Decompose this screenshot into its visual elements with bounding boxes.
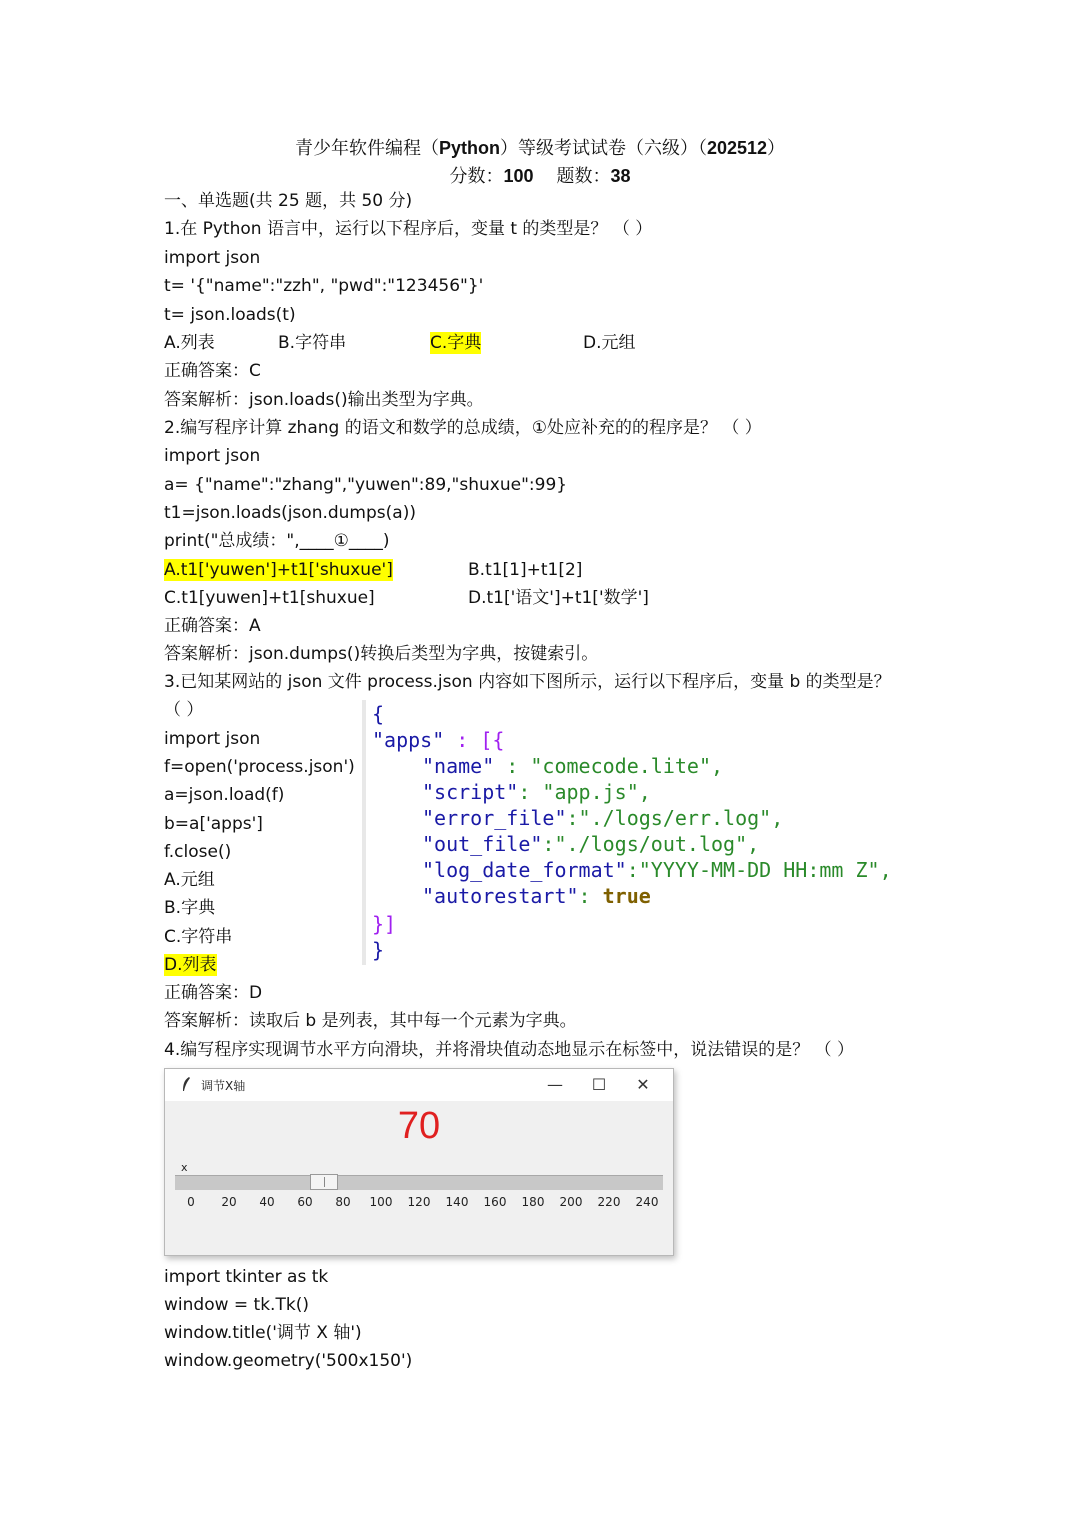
json-code-image	[362, 700, 906, 965]
q3-code-line: f.close()	[164, 842, 232, 862]
q1-explanation: 答案解析：json.loads()输出类型为字典。	[164, 390, 484, 410]
q2-question: 2.编写程序计算 zhang 的语文和数学的总成绩，①处应补充的的程序是？ （ ）	[164, 418, 762, 438]
q3-option-d-correct: D.列表	[164, 955, 217, 975]
q1-option-b: B.字符串	[278, 333, 347, 353]
q1-code-line: t= '{"name":"zzh", "pwd":"123456"}'	[164, 276, 484, 296]
exam-meta: 分数：100 题数：38	[449, 166, 631, 187]
q3-code-line: f=open('process.json')	[164, 757, 355, 777]
scale-tick-label: 160	[483, 1195, 507, 1209]
scale-tick-label: 0	[187, 1195, 195, 1209]
q1-answer: 正确答案：C	[164, 361, 261, 381]
scale-tick-label: 220	[597, 1195, 621, 1209]
tk-window-screenshot	[164, 1068, 674, 1256]
q4-code-line: window = tk.Tk()	[164, 1295, 309, 1315]
value-label: 70	[397, 1105, 441, 1147]
maximize-button[interactable]: ☐	[591, 1075, 607, 1094]
q2-explanation: 答案解析：json.dumps()转换后类型为字典，按键索引。	[164, 644, 599, 664]
q2-code-line: import json	[164, 446, 261, 466]
json-line: }	[372, 938, 385, 962]
q3-question: 3.已知某网站的 json 文件 process.json 内容如下图所示，运行以下程序后，变量 b 的类型是？	[164, 672, 891, 692]
scale-tick-label: 140	[445, 1195, 469, 1209]
json-line: "out_file":"./logs/out.log",	[422, 832, 760, 856]
feather-icon	[181, 1076, 191, 1092]
scale-tick-label: 40	[259, 1195, 275, 1209]
q2-code-line: a= {"name":"zhang","yuwen":89,"shuxue":99}	[164, 475, 568, 495]
scale-tick-label: 120	[407, 1195, 431, 1209]
q2-answer: 正确答案：A	[164, 616, 261, 636]
q2-code-line: print("总成绩：",____①____)	[164, 531, 390, 551]
json-line: "autorestart": true	[422, 884, 651, 908]
json-line: "name" : "comecode.lite",	[422, 754, 724, 778]
json-line: "error_file":"./logs/err.log",	[422, 806, 784, 830]
minimize-button[interactable]: —	[547, 1075, 563, 1094]
q1-option-a: A.列表	[164, 333, 215, 353]
scale-tick-label: 20	[221, 1195, 237, 1209]
scale-label: x	[181, 1161, 188, 1174]
q1-code-line: t= json.loads(t)	[164, 305, 296, 325]
scale-tick-label: 180	[521, 1195, 545, 1209]
close-button[interactable]: ✕	[636, 1075, 650, 1094]
q2-option-a-correct: A.t1['yuwen']+t1['shuxue']	[164, 560, 393, 580]
scale-thumb[interactable]	[310, 1174, 338, 1190]
json-line: {	[372, 702, 385, 726]
scale-tick-label: 60	[297, 1195, 313, 1209]
scale-tick-label: 80	[335, 1195, 351, 1209]
q3-code-line: b=a['apps']	[164, 814, 263, 834]
q2-option-d: D.t1['语文']+t1['数学']	[468, 588, 649, 608]
scale-tick-label: 200	[559, 1195, 583, 1209]
q1-question: 1.在 Python 语言中，运行以下程序后，变量 t 的类型是？ （ ）	[164, 219, 653, 239]
q2-option-b: B.t1[1]+t1[2]	[468, 560, 583, 580]
q3-option-c: C.字符串	[164, 927, 233, 947]
q3-answer: 正确答案：D	[164, 983, 263, 1003]
section-heading: 一、单选题(共 25 题，共 50 分)	[164, 191, 413, 211]
exam-title: 青少年软件编程（Python）等级考试试卷（六级）（202512）	[294, 138, 786, 159]
window-title: 调节X轴	[201, 1079, 246, 1093]
q3-code-line: a=json.load(f)	[164, 785, 285, 805]
scale-tick-label: 240	[635, 1195, 659, 1209]
q4-code-line: window.geometry('500x150')	[164, 1351, 413, 1371]
q4-code-line: import tkinter as tk	[164, 1267, 329, 1287]
q1-option-d: D.元组	[583, 333, 636, 353]
q2-code-line: t1=json.loads(json.dumps(a))	[164, 503, 416, 523]
q4-code-line: window.title('调节 X 轴')	[164, 1323, 362, 1343]
json-line: }]	[372, 912, 397, 936]
json-line: "apps" : [{	[372, 728, 505, 752]
q3-option-a: A.元组	[164, 870, 215, 890]
q3-paren: （ ）	[164, 700, 204, 720]
json-line: "log_date_format":"YYYY-MM-DD HH:mm Z",	[422, 858, 892, 882]
json-line: "script": "app.js",	[422, 780, 651, 804]
window-titlebar	[165, 1069, 673, 1101]
scale-trough[interactable]	[175, 1175, 663, 1190]
scale-tick-label: 100	[369, 1195, 393, 1209]
q3-option-b: B.字典	[164, 898, 216, 918]
q4-question: 4.编写程序实现调节水平方向滑块，并将滑块值动态地显示在标签中，说法错误的是？ （ ）	[164, 1040, 855, 1060]
q1-code-line: import json	[164, 248, 261, 268]
q3-explanation: 答案解析：读取后 b 是列表，其中每一个元素为字典。	[164, 1011, 577, 1031]
q1-option-c-correct: C.字典	[430, 333, 482, 353]
q3-code-line: import json	[164, 729, 261, 749]
q2-option-c: C.t1[yuwen]+t1[shuxue]	[164, 588, 375, 608]
